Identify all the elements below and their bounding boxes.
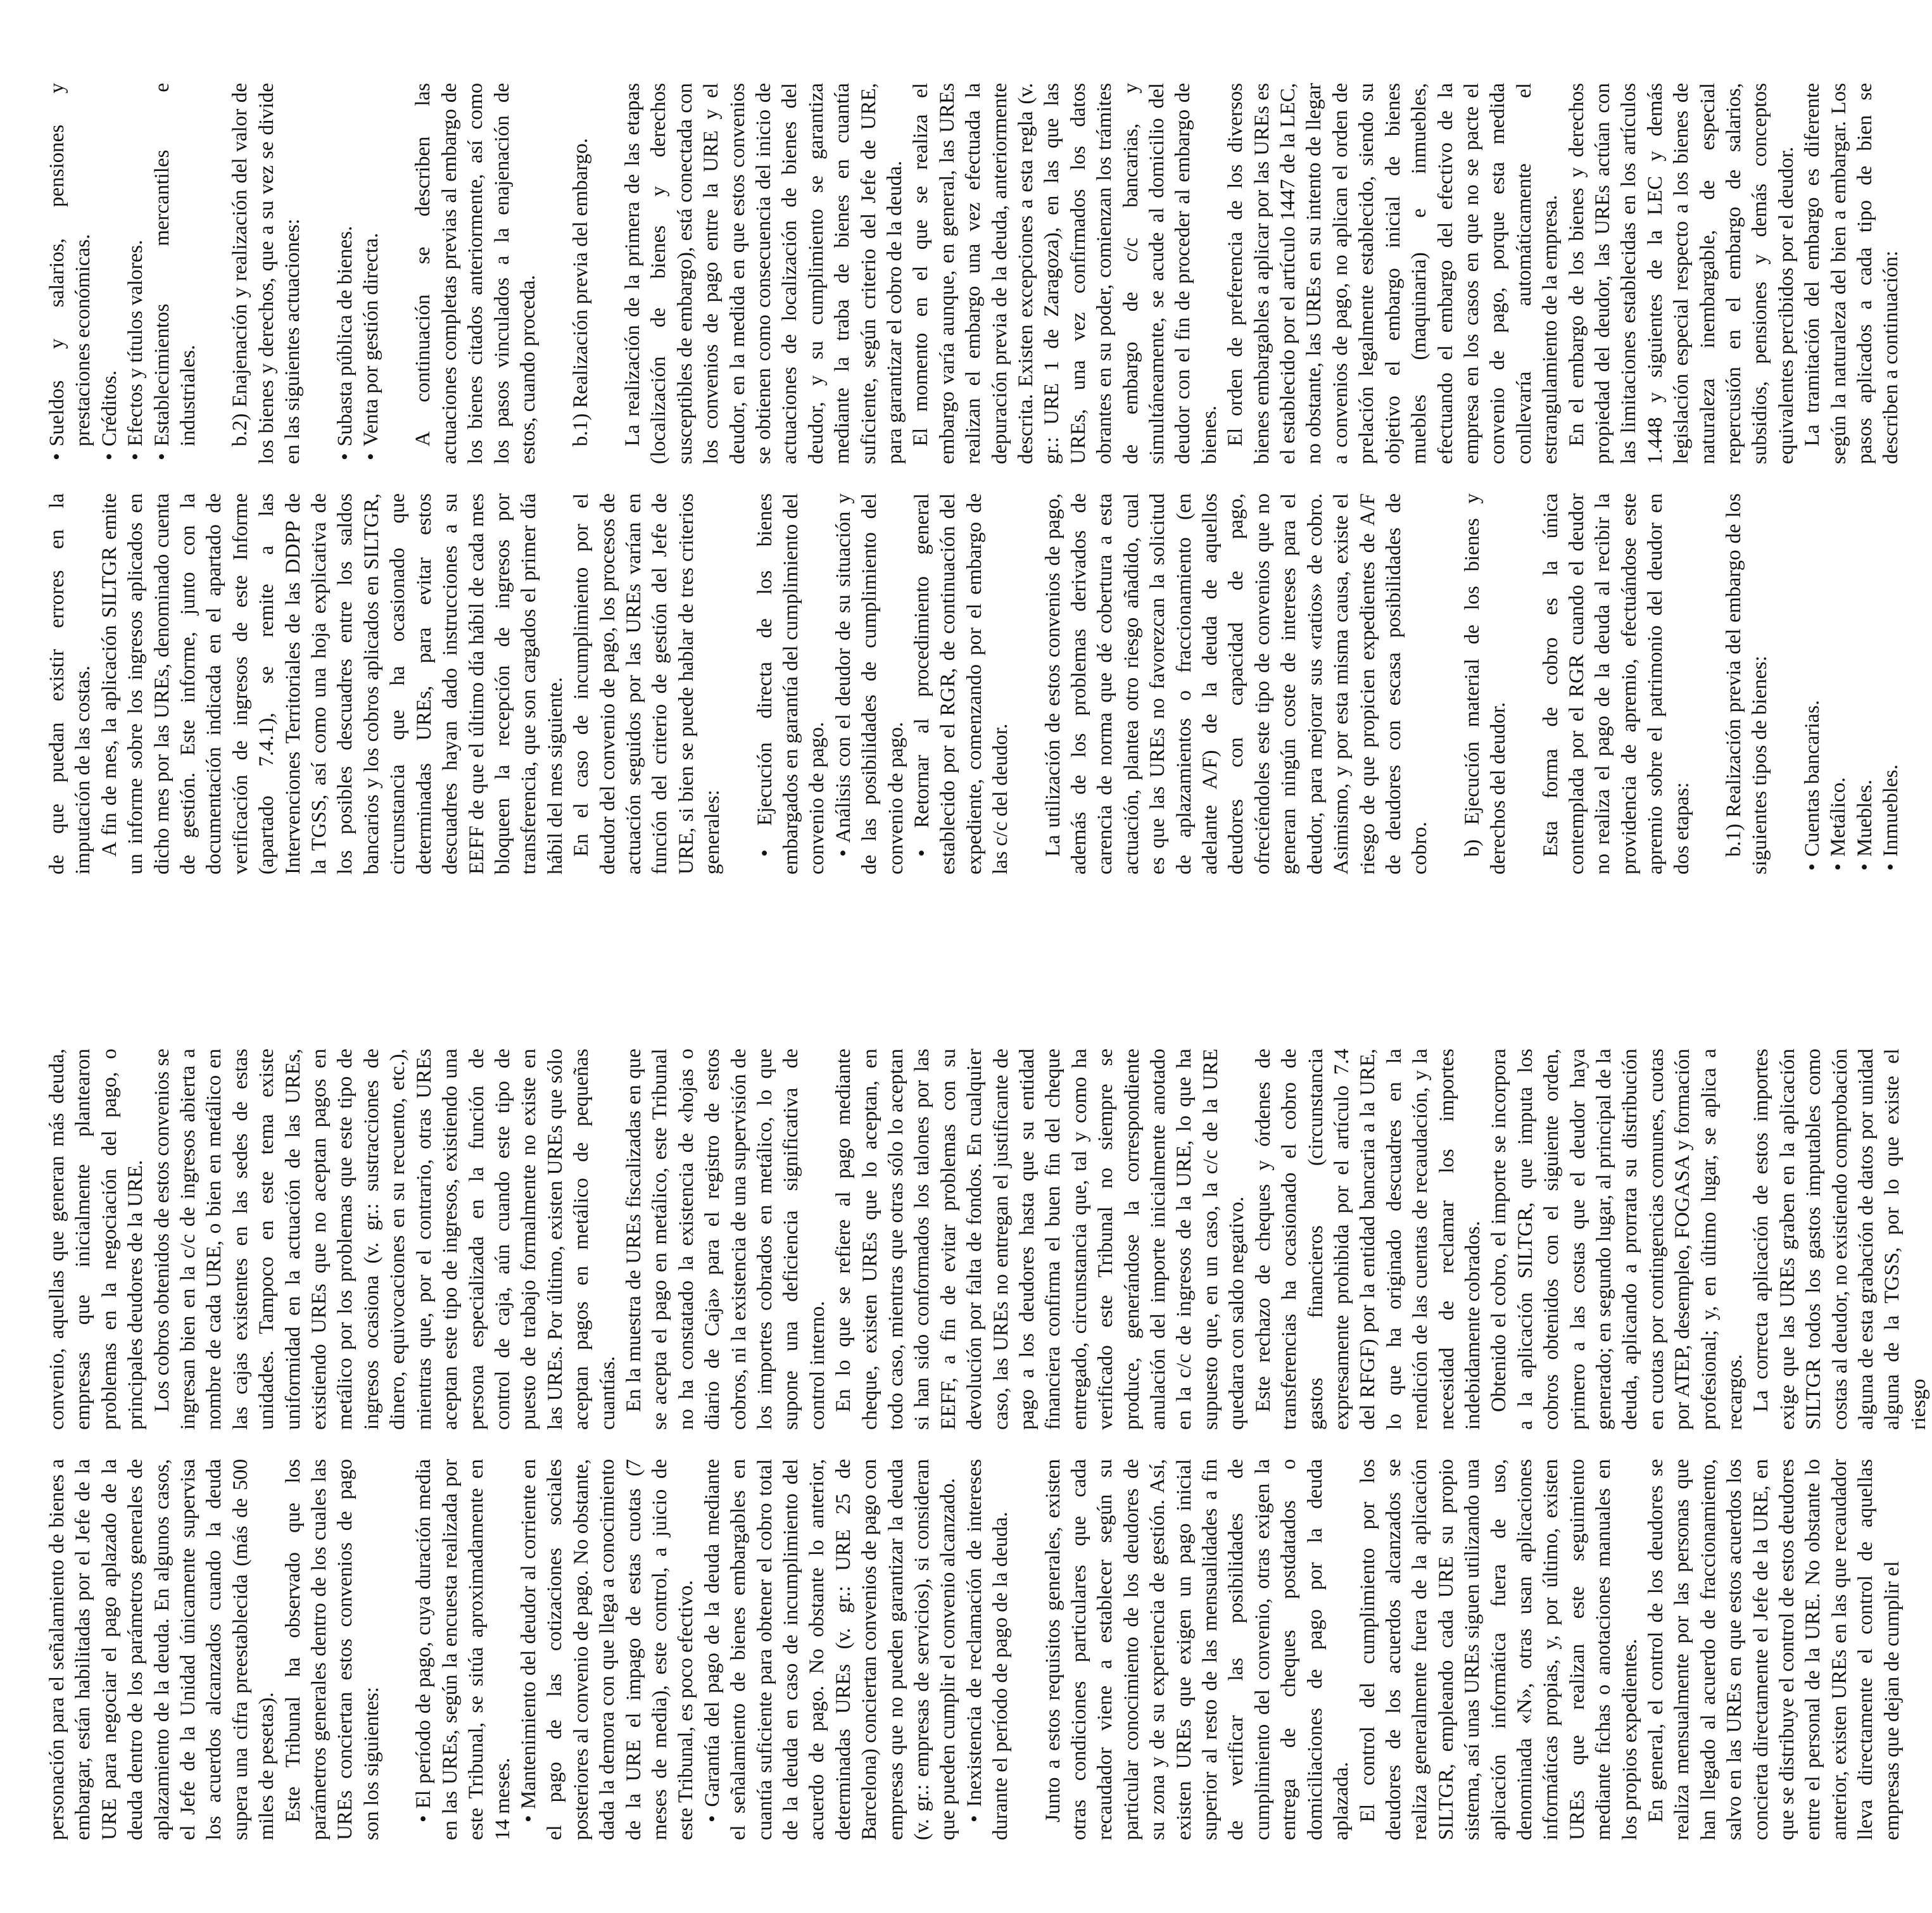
paragraph: de que puedan existir errores en la imputación de las costas. (46, 493, 95, 874)
list-item-text: Cuentas bancarias. (1800, 700, 1824, 857)
list-item-text: Subasta pública de bienes. (333, 225, 357, 446)
bullet-list (752, 493, 1014, 874)
spacer (1014, 493, 1040, 874)
column (44, 493, 1902, 874)
list-item (123, 83, 149, 464)
paragraph: A fin de mes, la aplicación SILTGR emite un informe sobre los ingresos aplicados en dicho mes por las UREs, denominado cuenta de gestión. Este informe, junto con la documentación indicada en el apartado de verificación de ingresos de este Informe (apartado 7.4.1), se remite a las Intervenciones Territoriales de las DDPP de la TGSS, así como una hoja explicativa de los posibles descuadres entre los saldos bancarios y los cobros aplicados en SILTGR, circunstancia que ha ocasionado que determinadas UREs, para evitar estos descuadres hayan dado instrucciones a su EEFF de que el último día hábil de cada mes bloqueen la recepción de ingresos por transferencia, que son cargados el primer día hábil del mes siguiente. (98, 493, 567, 874)
list-item (44, 83, 97, 464)
column (44, 1049, 1930, 1430)
paragraph: En el caso de incumplimiento por el deudor del convenio de pago, los procesos de actuación seguidos por las UREs varían en función del criterio de gestión del Jefe de URE, si bien se puede hablar de tres criterios generales: (570, 493, 724, 874)
spacer (1774, 493, 1800, 874)
paragraph: personación para el señalamiento de bienes a embargar, están habilitadas por el Jefe de la URE para negociar el pago aplazado de la deuda dentro de los parámetros generales de aplazamiento de la deuda. En algunos casos, el Jefe de la Unidad únicamente supervisa los acuerdos alcanzados cuando la deuda supera una cifra preestablecida (más de 500 miles de pesetas). (46, 1459, 279, 1840)
spacer (726, 493, 752, 874)
bullet-list (332, 83, 385, 464)
paragraph: Esta forma de cobro es la única contemplada por el RGR cuando el deudor no realiza el pago de la deuda al recibir la providencia de apremio, efectuándose este apremio sobre el patrimonio del deudor en dos etapas: (1539, 493, 1693, 874)
list-item-text: Establecimientos mercantiles e industriales. (150, 83, 200, 446)
list-item: • Análisis con el deudor de su situación y de las posibilidades de cumplimiento del convenio de pago. (831, 493, 907, 874)
paragraph: Este Tribunal ha observado que los parámetros generales dentro de los cuales las UREs conciertan estos convenios de pago son los siguientes: (281, 1459, 383, 1840)
spacer (1695, 493, 1721, 874)
bullet-icon: • (46, 453, 68, 460)
list-item (97, 83, 123, 464)
spacer (1512, 493, 1538, 874)
list-item: • Mantenimiento del deudor al corriente en el pago de las cotizaciones sociales posteriores al convenio de pago. No obstante, dada la demora con que llega a conocimiento de la URE el impago de estas cuotas (7 meses de media), este control, a juicio de este Tribunal, es poco efectivo. (517, 1459, 698, 1840)
list-item (1800, 493, 1826, 874)
list-item (1826, 493, 1852, 874)
paragraph: La correcta aplicación de estos importes exige que las UREs graben en la aplicación SILTGR todos los gastos imputables como costas al deudor, no existiendo comprobación alguna de esta grabación de datos por unidad alguna de la TGSS, por lo que existe el riesgo (1750, 1049, 1930, 1430)
spacer (201, 83, 227, 464)
paragraph: convenio, aquellas que generan más deuda, empresas que inicialmente plantearon problemas en la negociación del pago, o principales deudores de la URE. (46, 1049, 148, 1430)
list-item: • El período de pago, cuya duración media en las UREs, según la encuesta realizada por este Tribunal, se sitúa aproximadamente en 14 meses. (412, 1459, 514, 1840)
bullet-icon: • (1853, 863, 1876, 871)
paragraph: b.2) Enajenación y realización del valor de los bienes y derechos, que a su vez se divide en las siguientes actuaciones: (229, 83, 305, 464)
bullet-icon: • (1879, 863, 1902, 871)
section-heading: b.1) Realización previa del embargo de los siguientes tipos de bienes: (1722, 493, 1772, 874)
column (44, 83, 1903, 464)
section-heading: b.1) Realización previa del embargo. (569, 138, 592, 446)
paragraph: El control del cumplimiento por los deudores de los acuerdos alcanzados se realiza generalmente fuera de la aplicación SILTGR, empleando cada URE su propio sistema, así unas UREs siguen utilizando una aplicación informática fuera de uso, denominada «N», otras usan aplicaciones informáticas propias, y, por último, existen UREs que realizan este seguimiento mediante fichas o anotaciones manuales en los propios expedientes. (1356, 1459, 1641, 1840)
list-item-text: Créditos. (98, 370, 121, 446)
list-item-text: Efectos y títulos valores. (124, 239, 148, 446)
list-item-text: Metálico. (1827, 777, 1850, 857)
spacer (594, 83, 620, 464)
list-item: • Inexistencia de reclamación de intereses durante el período de pago de la deuda. (963, 1459, 1013, 1840)
list-item: • Retornar al procedimiento general establecido por el RGR, de continuación del expediente, comenzando por el embargo de las c/c del deudor. (911, 493, 1013, 874)
paragraph: En lo que se refiere al pago mediante cheque, existen UREs que lo aceptan, en todo caso, mientras que otras sólo lo aceptan si han sido conformados los talones por las EEFF, a fin de evitar problemas con su devolución por falta de fondos. En cualquier caso, las UREs no entregan el justificante de pago a los deudores hasta que su entidad financiera confirma el buen fin del cheque entregado, circunstancia que, tal y como ha verificado este Tribunal no siempre se produce, generándose la correspondiente anulación del importe inicialmente anotado en la c/c de ingresos de la URE, lo que ha supuesto que, en un caso, la c/c de la URE quedara con saldo negativo. (832, 1049, 1249, 1430)
paragraph: A continuación se describen las actuaciones completas previas al embargo de los bienes citados anteriormente, así como los pasos vinculados a la enajenación de estos, cuando proceda. (412, 83, 540, 464)
paragraph: Este rechazo de cheques y órdenes de transferencias ha ocasionado el cobro de gastos financieros (circunstancia expresamente prohibida por el artículo 7.4 del RFGF) por la entidad bancaria a la URE, lo que ha originado descuadres en la rendición de las cuentas de recaudación, y la necesidad de reclamar los importes indebidamente cobrados. (1251, 1049, 1484, 1430)
list-item: • Ejecución directa de los bienes embargados en garantía del cumplimiento del convenio de pago. (753, 493, 829, 874)
list-item: • Garantía del pago de la deuda mediante el señalamiento de bienes embargables en cuantía suficiente para obtener el cobro total de la deuda en caso de incumplimiento del acuerdo de pago. No obstante lo anterior, determinadas UREs (v. gr.: URE 25 de Barcelona) conciertan convenios de pago con empresas que no pueden garantizar la deuda (v. gr.: empresas de servicios), si consideran que pueden cumplir el convenio alcanzado. (700, 1459, 960, 1840)
bullet-icon: • (124, 453, 148, 460)
bullet-icon: • (150, 453, 174, 460)
spacer (384, 83, 410, 464)
paragraph: Junto a estos requisitos generales, existen otras condiciones particulares que cada recaudador viene a establecer según su particular conocimiento de los deudores de su zona y de su experiencia de gestión. Así, existen UREs que exigen un pago inicial superior al resto de las mensualidades a fin de verificar las posibilidades de cumplimiento del convenio, otras exigen la entrega de cheques postdatados o domiciliaciones de pago por la deuda aplazada. (1041, 1459, 1353, 1840)
bullet-list (1800, 493, 1905, 874)
list-item-text: Venta por gestión directa. (360, 232, 383, 446)
paragraph: En la muestra de UREs fiscalizadas en que se acepta el pago en metálico, este Tribunal no ha constatado la existencia de «hojas o diario de Caja» para el registro de estos cobros, ni la existencia de una supervisión de los importes cobrados en metálico, lo que supone una deficiencia significativa de control interno. (622, 1049, 829, 1430)
paragraph: La realización de la primera de las etapas (localización de bienes y derechos susceptibles de embargo), está conectada con los convenios de pago entre la URE y el deudor, en la medida en que estos convenios se obtienen como consecuencia del inicio de actuaciones de localización de bienes del deudor, y su cumplimiento se garantiza mediante la traba de bienes en cuantía suficiente, según criterio del Jefe de URE, para garantizar el cobro de la deuda. (621, 83, 906, 464)
bullet-icon: • (333, 453, 357, 460)
spacer (1014, 1459, 1040, 1840)
spacer (385, 1459, 411, 1840)
list-item (149, 83, 202, 464)
paragraph: El orden de preferencia de los diversos bienes embargables a aplicar por las UREs es el establecido por el artículo 1447 de la LEC, no obstante, las UREs en su intento de llegar a convenios de pago, no aplican el orden de prelación legalmente establecido, siendo su objetivo el embargo inicial de bienes muebles (maquinaria) e inmuebles, efectuando el embargo del efectivo de la empresa en los casos en que no se pacte el convenio de pago, porque esta medida conllevaría automáticamente el estrangulamiento de la empresa. (1224, 83, 1562, 464)
paragraph: Los cobros obtenidos de estos convenios se ingresan bien en la c/c de ingresos abierta a nombre de cada URE, o bien en metálico en las cajas existentes en las sedes de estas unidades. Tampoco en este tema existe uniformidad en la actuación de las UREs, existiendo UREs que no aceptan pagos en metálico por los problemas que este tipo de ingresos ocasiona (v. gr.: sustracciones de dinero, equivocaciones en su recuento, etc.), mientras que, por el contrario, otras UREs aceptan este tipo de ingresos, existiendo una persona especializada en la función de control de caja, aún cuando este tipo de puesto de trabajo formalmente no existe en las UREs. Por último, existen UREs que sólo aceptan pagos en metálico de pequeñas cuantías. (150, 1049, 619, 1430)
bullet-icon: • (98, 453, 121, 460)
list-item-text: Muebles. (1853, 780, 1876, 857)
column (44, 1459, 1904, 1840)
list-item (332, 83, 358, 464)
paragraph: En general, el control de los deudores se realiza mensualmente por las personas que han llegado al acuerdo de fraccionamiento, salvo en las UREs en que estos acuerdos los concierta directamente el Jefe de la URE, en que se distribuye el control de estos deudores entre el personal de la URE. No obstante lo anterior, existen UREs en las que recaudador lleva directamente el control de aquellas empresas que dejan de cumplir el (1644, 1459, 1904, 1840)
list-item-text: Sueldos y salarios, pensiones y prestaciones económicas. (46, 83, 95, 446)
paragraph: El momento en el que se realiza el embargo varía aunque, en general, las UREs realizan el embargo una vez efectuada la depuración previa de la deuda, anteriormente descrita. Existen excepciones a esta regla (v. gr.: URE 1 de Zaragoza), en las que las UREs, una vez confirmados los datos obrantes en su poder, comienzan los trámites de embargo de c/c bancarias, y simultáneamente, se acude al domicilio del deudor con el fin de proceder al embargo de bienes. (909, 83, 1221, 464)
page-right (44, 83, 1903, 874)
spacer (1434, 493, 1460, 874)
spacer (306, 83, 332, 464)
bullet-icon: • (1827, 863, 1850, 871)
list-item (358, 83, 384, 464)
paragraph: En el embargo de los bienes y derechos propiedad del deudor, las UREs actúan con las limitaciones establecidas en los artículos 1.448 y siguientes de la LEC y demás legislación especial respecto a los bienes de naturaleza inembargable, de especial repercusión en el embargo de salarios, subsidios, pensiones y demás conceptos equivalentes percibidos por el deudor. (1565, 83, 1798, 464)
bullet-icon: • (360, 453, 383, 460)
section-heading: b) Ejecución material de los bienes y derechos del deudor. (1460, 493, 1510, 874)
list-item (1852, 493, 1878, 874)
list-item-text: Inmuebles. (1879, 764, 1902, 857)
spacer (542, 83, 568, 464)
bullet-list (44, 83, 201, 464)
list-item (1878, 493, 1904, 874)
bullet-list (411, 1459, 1014, 1840)
paragraph: La tramitación del embargo es diferente según la naturaleza del bien a embargar. Los pasos aplicados a cada tipo de bien se describen a continuación: (1801, 83, 1903, 464)
paragraph: Obtenido el cobro, el importe se incorpora a la aplicación SILTGR, que imputa los cobros obtenidos con el siguiente orden, primero a las costas que el deudor haya generado; en segundo lugar, al principal de la deuda, aplicando a prorrata su distribución en cuotas por contingencias comunes, cuotas por ATEP, desempleo, FOGASA y formación profesional; y, en último lugar, se aplica a recargos. (1487, 1049, 1746, 1430)
page-left (44, 1049, 1930, 1840)
paragraph: La utilización de estos convenios de pago, además de los problemas derivados de carencia de norma que dé cobertura a esta actuación, plantea otro riesgo añadido, cual es que las UREs no favorezcan la solicitud de aplazamientos o fraccionamiento (en adelante A/F) de la deuda de aquellos deudores con capacidad de pago, ofreciéndoles este tipo de convenios que no generan ningún coste de intereses para el deudor, para mejorar sus «ratios» de cobro. Asimismo, y por esta misma causa, existe el riesgo de que propicien expedientes de A/F de deudores con escasa posibilidades de cobro. (1041, 493, 1432, 874)
bullet-icon: • (1800, 863, 1824, 871)
